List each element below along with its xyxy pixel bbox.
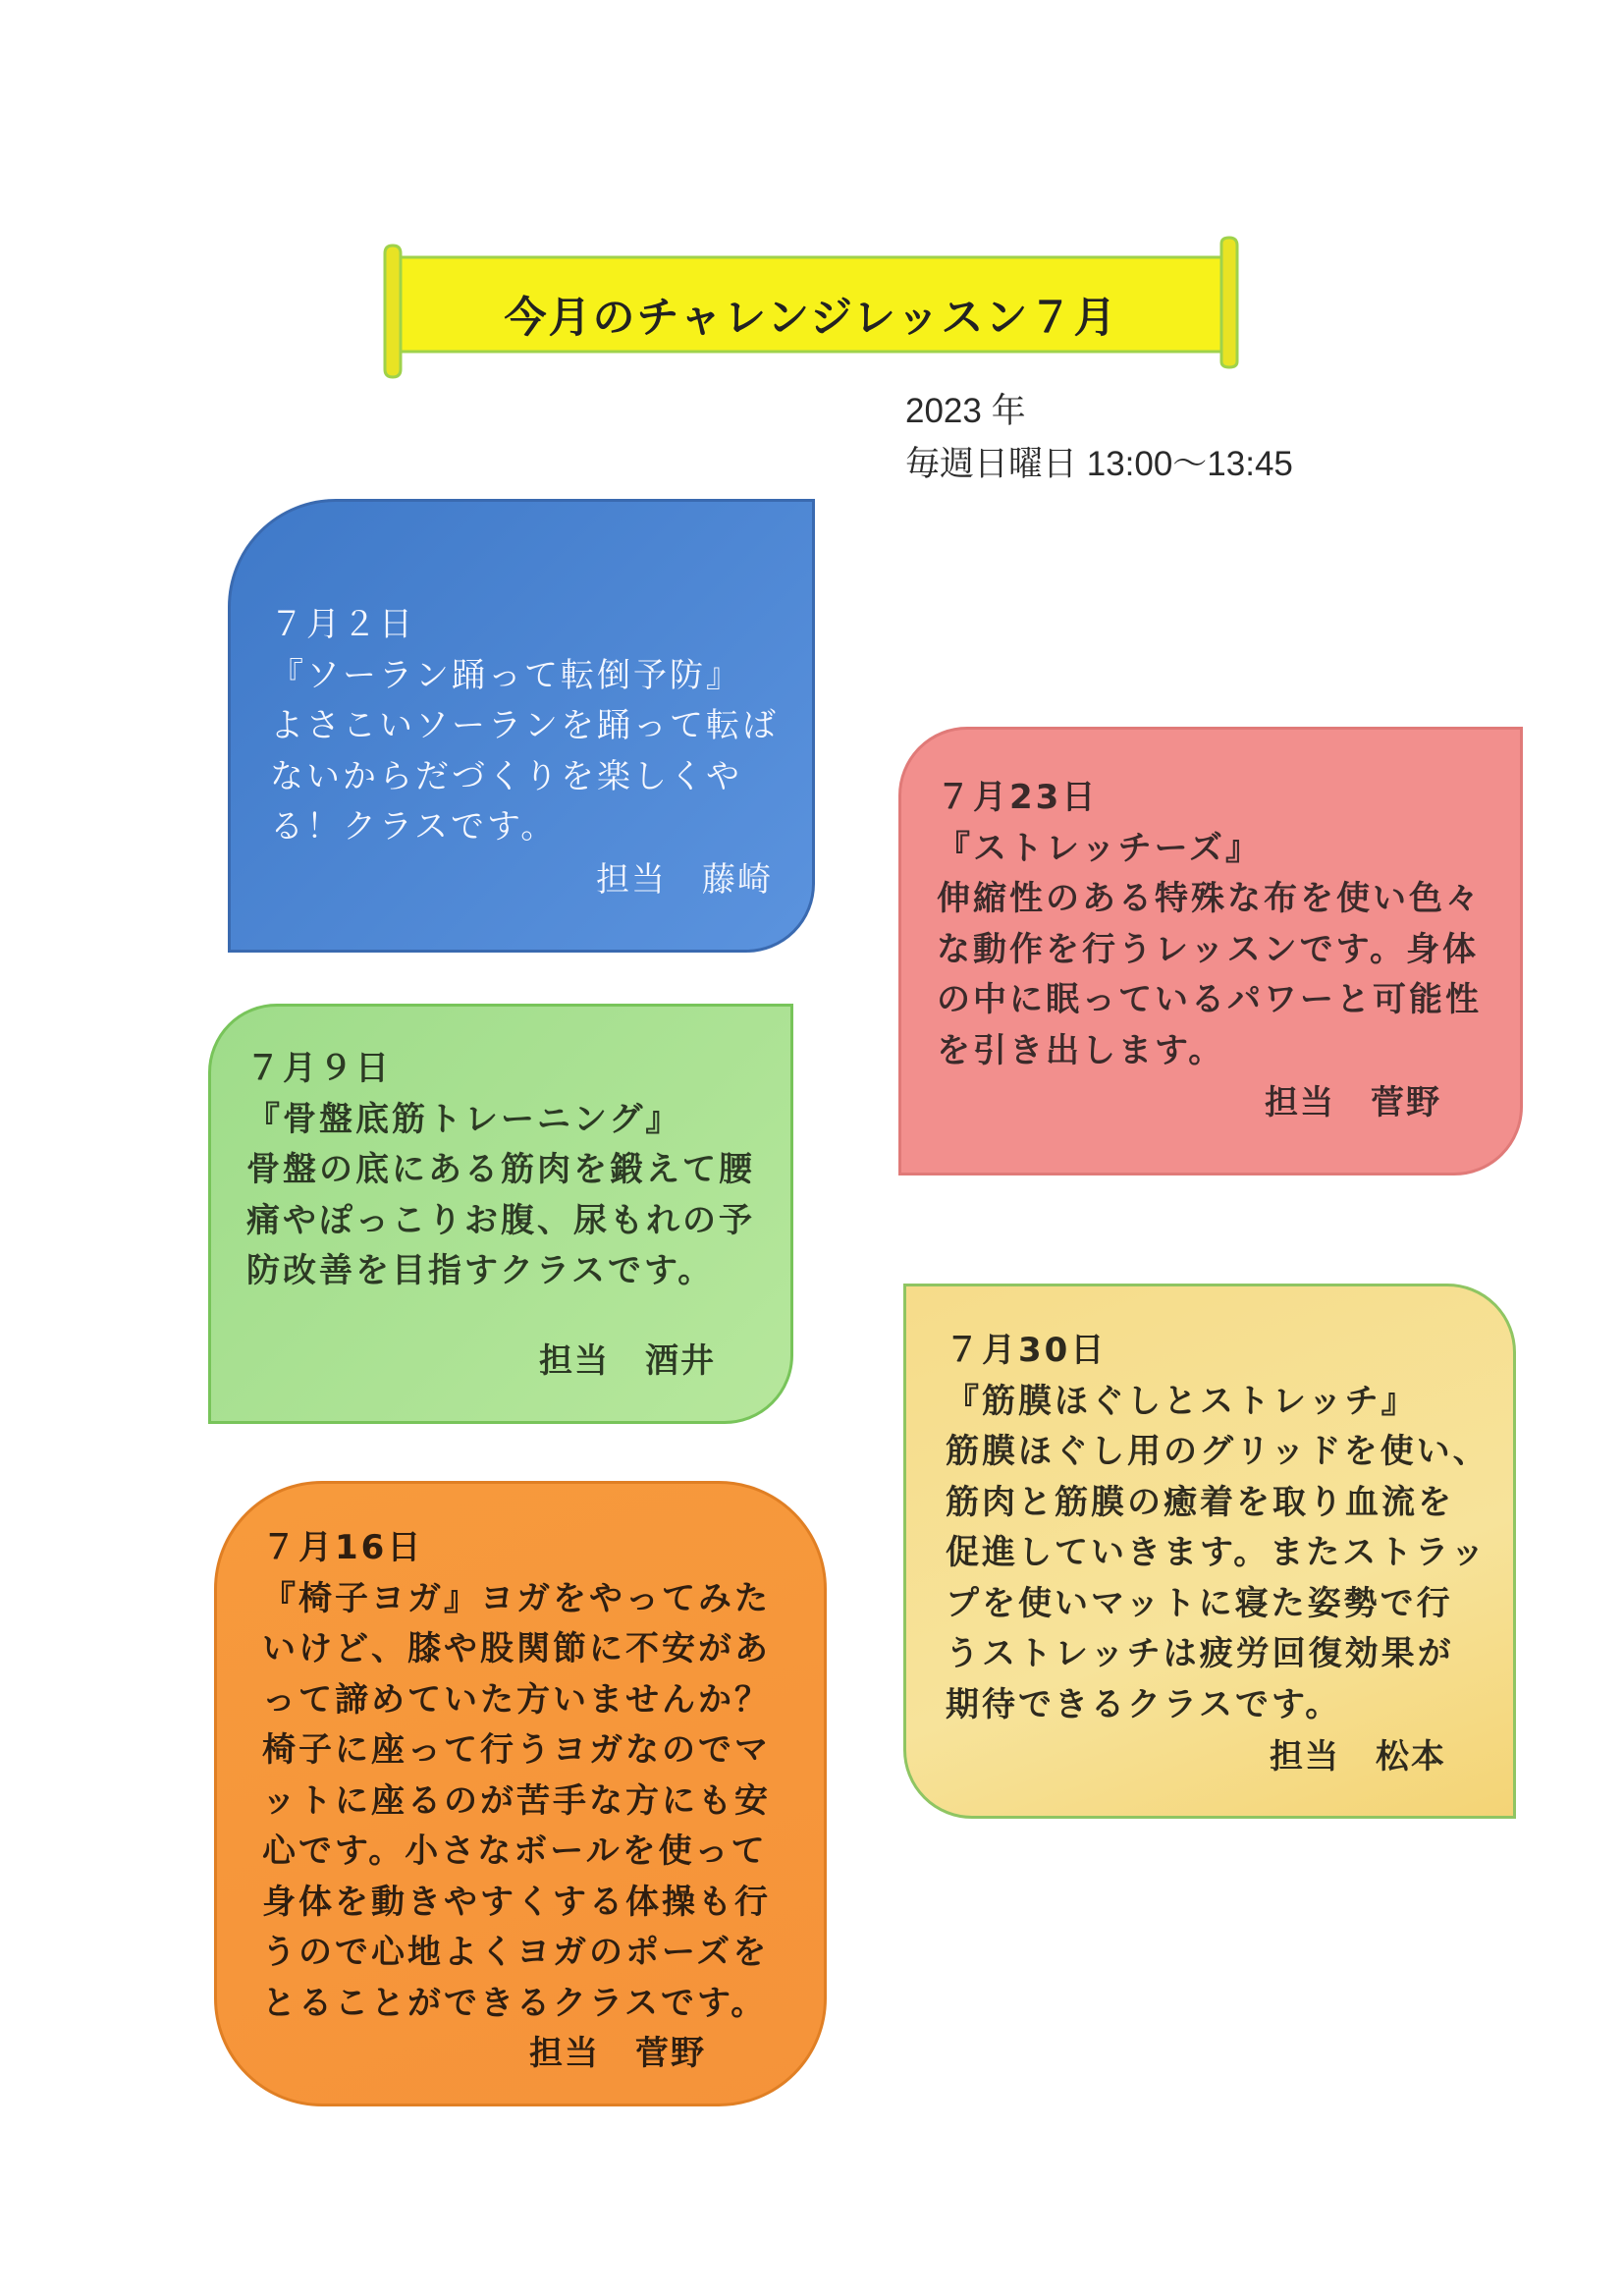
lesson-card-jul-23 <box>898 727 1523 1175</box>
lesson-card-jul-16 <box>214 1481 827 2106</box>
lesson-text-line: 防改善を目指すクラスです。 <box>246 1251 715 1290</box>
lesson-date: ７月９日 <box>246 1049 392 1088</box>
lesson-instructor: 担当 菅野 <box>1265 1083 1441 1122</box>
lesson-text-line: いけど、膝や股関節に不安があ <box>262 1629 771 1668</box>
lesson-instructor: 担当 酒井 <box>539 1340 716 1381</box>
lesson-text-line: を引き出します。 <box>937 1030 1225 1070</box>
lesson-text-line: って諦めていた方いませんか？ <box>262 1679 771 1720</box>
lesson-text-line: ないからだづくりを楽しくや <box>270 756 742 796</box>
lesson-text-line: うストレッチは疲労回復効果が <box>946 1634 1454 1673</box>
lesson-date: ７月16日 <box>262 1528 424 1567</box>
title-banner <box>379 236 1243 381</box>
page-title: 今月のチャレンジレッスン７月 <box>504 294 1118 343</box>
lesson-text-line: プを使いマットに寝た姿勢で行 <box>946 1583 1453 1623</box>
lesson-text-line: 筋肉と筋膜の癒着を取り血流を <box>946 1482 1454 1522</box>
schedule-info <box>905 385 1293 491</box>
lesson-text-line: 『ストレッチーズ』 <box>937 828 1262 868</box>
schedule-time: 毎週日曜日 13:00～13:45 <box>905 445 1293 483</box>
schedule-year: 2023 年 <box>905 392 1026 430</box>
lesson-text-line: の中に眠っているパワーと可能性 <box>937 980 1482 1019</box>
lesson-card-jul-2 <box>228 499 815 953</box>
lesson-text-line: よさこいソーランを踊って転ば <box>270 706 779 745</box>
lesson-text-line: ットに座るのが苦手な方にも安 <box>262 1780 771 1821</box>
lesson-text-line: うので心地よくヨガのポーズを <box>262 1933 770 1972</box>
lesson-text-line: 『椅子ヨガ』ヨガをやってみた <box>262 1578 771 1618</box>
lesson-text-line: とることができるクラスです。 <box>262 1983 768 2023</box>
lesson-instructor: 担当 菅野 <box>529 2034 706 2073</box>
lesson-text-line: 心です。小さなボールを使って <box>262 1831 768 1871</box>
lesson-text-line: 身体を動きやすくする体操も行 <box>262 1882 771 1922</box>
lesson-text-line: 痛やぽっこりお腹、尿もれの予 <box>246 1200 755 1240</box>
lesson-text-line: る！クラスです。 <box>270 807 558 847</box>
lesson-text-line: 『骨盤底筋トレーニング』 <box>246 1099 682 1139</box>
lesson-text-line: 椅子に座って行うヨガなのでマ <box>262 1730 771 1770</box>
lesson-card-jul-9 <box>208 1004 793 1424</box>
lesson-instructor: 担当 藤崎 <box>596 859 773 900</box>
lesson-text-line: 期待できるクラスです。 <box>946 1684 1342 1724</box>
lesson-text-line: 『ソーラン踊って転倒予防』 <box>270 655 742 695</box>
lesson-text-line: な動作を行うレッスンです。身体 <box>937 929 1479 969</box>
lesson-text-line: 促進していきます。またストラッ <box>946 1533 1488 1572</box>
lesson-text-line: 伸縮性のある特殊な布を使い色々 <box>937 879 1482 918</box>
lesson-text-line: 『筋膜ほぐしとストレッチ』 <box>946 1381 1418 1421</box>
lesson-text-line: 骨盤の底にある筋肉を鍛えて腰 <box>246 1150 755 1189</box>
lesson-card-jul-30 <box>903 1284 1516 1819</box>
lesson-date: ７月２日 <box>270 605 415 644</box>
lesson-date: ７月30日 <box>946 1331 1108 1370</box>
lesson-text-line: 筋膜ほぐし用のグリッドを使い、 <box>946 1432 1489 1471</box>
lesson-date: ７月23日 <box>937 778 1099 817</box>
lesson-instructor: 担当 松本 <box>1270 1737 1446 1777</box>
